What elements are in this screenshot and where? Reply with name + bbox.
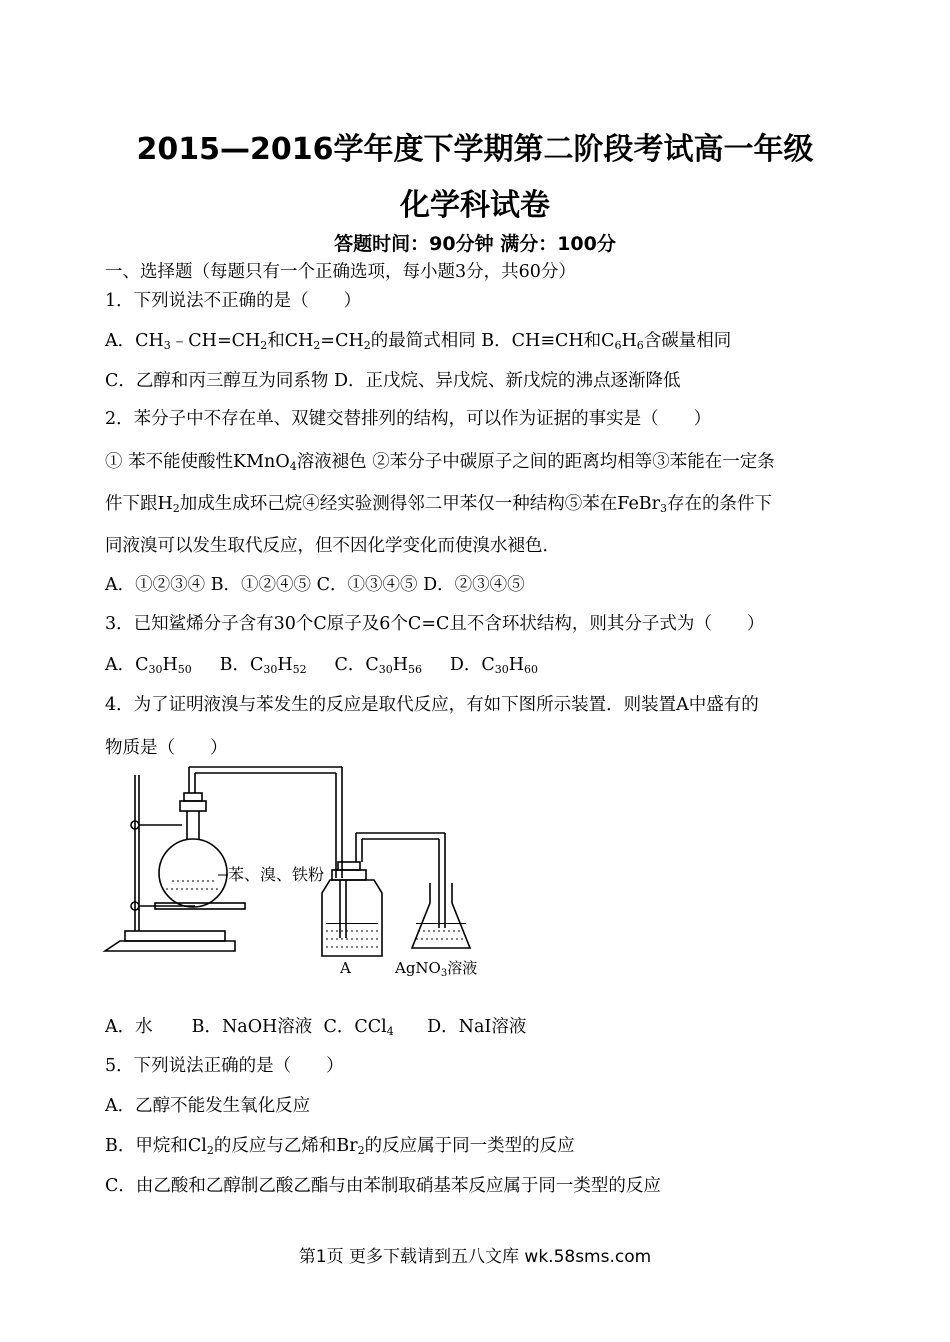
subject-title: 化学科试卷 — [400, 188, 550, 223]
question-5-option-b: B．甲烷和$Cl_2$的反应与乙烯和$Br_2$的反应属于同一类型的反应 — [105, 1136, 575, 1157]
question-4-stem-1: 4．为了证明液溴与苯发生的反应是取代反应，有如下图所示装置．则装置A中盛有的 — [105, 695, 759, 715]
question-5-stem: 5．下列说法正确的是（ ） — [105, 1056, 344, 1076]
exam-info: 答题时间：90分钟 满分：100分 — [334, 233, 616, 255]
question-2-statement-2: 件下跟$H_2$加成生成环己烷④经实验测得邻二甲苯仅一种结构⑤苯在FeBr$_3$存在的条件下 — [105, 494, 773, 515]
question-4-options: A．水 B．NaOH溶液 C．CCl$_4$ D．NaI溶液 — [105, 1017, 527, 1038]
question-1-options-ab: A．$CH_3﹣CH=CH_2$和$CH_2=CH_2$的最简式相同 B．CH≡CH和$C_6H_6$含碳量相同 — [105, 331, 732, 352]
flask-stopper — [180, 801, 206, 811]
bottle-a-stopper — [332, 870, 366, 880]
question-1-stem: 1．下列说法不正确的是（ ） — [105, 291, 362, 311]
question-2-options: A．①②③④ B．①②④⑤ C．①③④⑤ D．②③④⑤ — [105, 575, 525, 595]
question-2-statement-3: 同液溴可以发生取代反应，但不因化学变化而使溴水褪色． — [105, 536, 560, 556]
exam-title: 2015—2016学年度下学期第二阶段考试高一年级 — [136, 132, 814, 167]
question-3-stem: 3．已知鲨烯分子含有30个C原子及6个C=C且不含环状结构，则其分子式为（ ） — [105, 614, 765, 634]
apparatus-figure — [100, 763, 500, 983]
flask-label: 苯、溴、铁粉 — [228, 865, 325, 884]
question-2-statement-1: ① 苯不能使酸性KMnO$_4$溶液褪色 ②苯分子中碳原子之间的距离均相等③苯能在一定条 — [105, 452, 775, 473]
question-1-options-cd: C．乙醇和丙三醇互为同系物 D．正戊烷、异戊烷、新戊烷的沸点逐渐降低 — [105, 371, 681, 391]
question-4-stem-2: 物质是（ ） — [105, 738, 228, 758]
question-5-option-a: A．乙醇不能发生氧化反应 — [105, 1096, 311, 1116]
question-3-options: A．$C_{30}H_{50}$ B．$C_{30}H_{52}$ C．$C_{30}H_{56}$ D．$C_{30}H_{60}$ — [105, 655, 539, 676]
section-heading: 一、选择题（每题只有一个正确选项，每小题3分，共60分） — [105, 262, 576, 282]
bottle-a — [322, 880, 382, 956]
question-2-stem: 2．苯分子中不存在单、双键交替排列的结构，可以作为证据的事实是（ ） — [105, 409, 712, 429]
round-bottom-flask — [159, 839, 227, 907]
bottle-a-label: A — [340, 959, 351, 977]
agno3-label: AgNO$_3$溶液 — [395, 959, 478, 979]
question-5-option-c: C．由乙酸和乙醇制乙酸乙酯与由苯制取硝基苯反应属于同一类型的反应 — [105, 1176, 661, 1196]
conical-flask — [412, 883, 470, 948]
stand-base — [105, 941, 235, 951]
page-footer: 第1页 更多下载请到五八文库 wk.58sms.com — [298, 1247, 652, 1267]
